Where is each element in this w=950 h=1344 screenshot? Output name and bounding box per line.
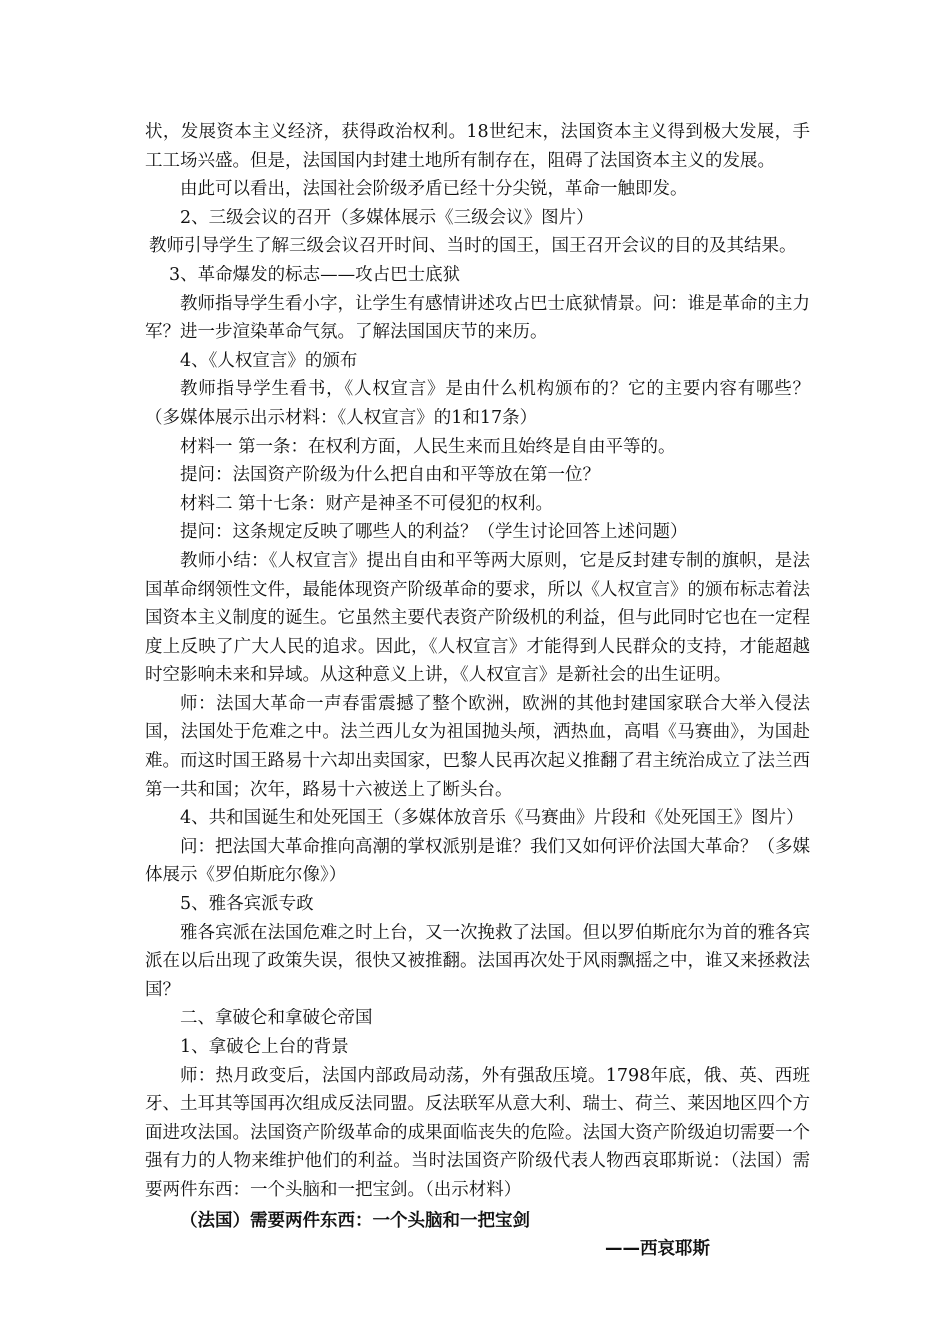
material-quote: 材料一 第一条：在权利方面，人民生来而且始终是自由平等的。 bbox=[180, 436, 676, 457]
section-heading: 2、三级会议的召开（多媒体展示《三级会议》图片） bbox=[180, 207, 594, 228]
paragraph: 教师指导学生看书，《人权宣言》是由什么机构颁布的？它的主要内容有哪些？（多媒体展示出示材料：《人权宣言》的1和17条） bbox=[145, 379, 810, 428]
paragraph: 师：热月政变后，法国内部政局动荡，外有强敌压境。1798年底，俄、英、西班牙、土耳其等国再次组成反法同盟。反法联军从意大利、瑞士、荷兰、莱因地区四个方面进攻法国。法国资产阶级革命的成果面临丧失的危险。法国大资产阶级迫切需要一个强有力的人物来维护他们的利益。当时法国资产阶级代表人物西哀耶斯说：（法国）需要两件东西：一个头脑和一把宝剑。（出示材料） bbox=[145, 1065, 810, 1200]
question: 问：把法国大革命推向高潮的掌权派别是谁？我们又如何评价法国大革命？（多媒体展示《罗伯斯庇尔像》） bbox=[145, 836, 810, 886]
paragraph: 雅各宾派在法国危难之时上台，又一次挽救了法国。但以罗伯斯庇尔为首的雅各宾派在以后出现了政策失误，很快又被推翻。法国再次处于风雨飘摇之中，谁又来拯救法国？ bbox=[145, 922, 810, 1000]
section-heading: 3、革命爆发的标志——攻占巴士底狱 bbox=[169, 264, 461, 285]
paragraph: 师：法国大革命一声春雷震撼了整个欧洲，欧洲的其他封建国家联合大举入侵法国，法国处于危难之中。法兰西儿女为祖国抛头颅，洒热血，高唱《马赛曲》，为国赴难。而这时国王路易十六却出卖国家，巴黎人民再次起义推翻了君主统治成立了法兰西第一共和国；次年，路易十六被送上了断头台。 bbox=[145, 693, 810, 800]
section-heading: 5、雅各宾派专政 bbox=[180, 894, 314, 915]
section-heading: 4、共和国诞生和处死国王（多媒体放音乐《马赛曲》片段和《处死国王》图片） bbox=[180, 808, 804, 829]
section-heading: 4、《人权宣言》的颁布 bbox=[180, 350, 358, 371]
paragraph: 教师指导学生看小字，让学生有感情讲述攻占巴士底狱情景。问：谁是革命的主力军？进一步渲染革命气氛。了解法国国庆节的来历。 bbox=[145, 293, 810, 343]
quote-attribution: ——西哀耶斯 bbox=[605, 1239, 710, 1260]
document-body bbox=[145, 118, 810, 1264]
paragraph: 教师引导学生了解三级会议召开时间、当时的国王，国王召开会议的目的及其结果。 bbox=[149, 236, 797, 257]
paragraph: 由此可以看出，法国社会阶级矛盾已经十分尖锐，革命一触即发。 bbox=[180, 179, 688, 200]
paragraph: 教师小结：《人权宣言》提出自由和平等两大原则，它是反封建专制的旗帜，是法国革命纲领性文件，最能体现资产阶级革命的要求，所以《人权宣言》的颁布标志着法国资本主义制度的诞生。它虽然主要代表资产阶级机的利益，但与此同时它也在一定程度上反映了广大人民的追求。因此，《人权宣言》才能得到人民群众的支持，才能超越时空影响未来和异域。从这种意义上讲，《人权宣言》是新社会的出生证明。 bbox=[145, 550, 810, 686]
chapter-heading: 二、拿破仑和拿破仑帝国 bbox=[180, 1008, 373, 1029]
section-heading: 1、拿破仑上台的背景 bbox=[180, 1037, 349, 1057]
paragraph: 状，发展资本主义经济，获得政治权利。18世纪末，法国资本主义得到极大发展，手工工场兴盛。但是，法国国内封建土地所有制存在，阻碍了法国资本主义的发展。 bbox=[145, 122, 810, 171]
highlighted-quote: （法国）需要两件东西：一个头脑和一把宝剑 bbox=[180, 1210, 530, 1231]
material-quote: 材料二 第十七条：财产是神圣不可侵犯的权利。 bbox=[180, 493, 554, 514]
question: 提问：法国资产阶级为什么把自由和平等放在第一位？ bbox=[180, 465, 600, 486]
question: 提问：这条规定反映了哪些人的利益？（学生讨论回答上述问题） bbox=[180, 522, 688, 543]
